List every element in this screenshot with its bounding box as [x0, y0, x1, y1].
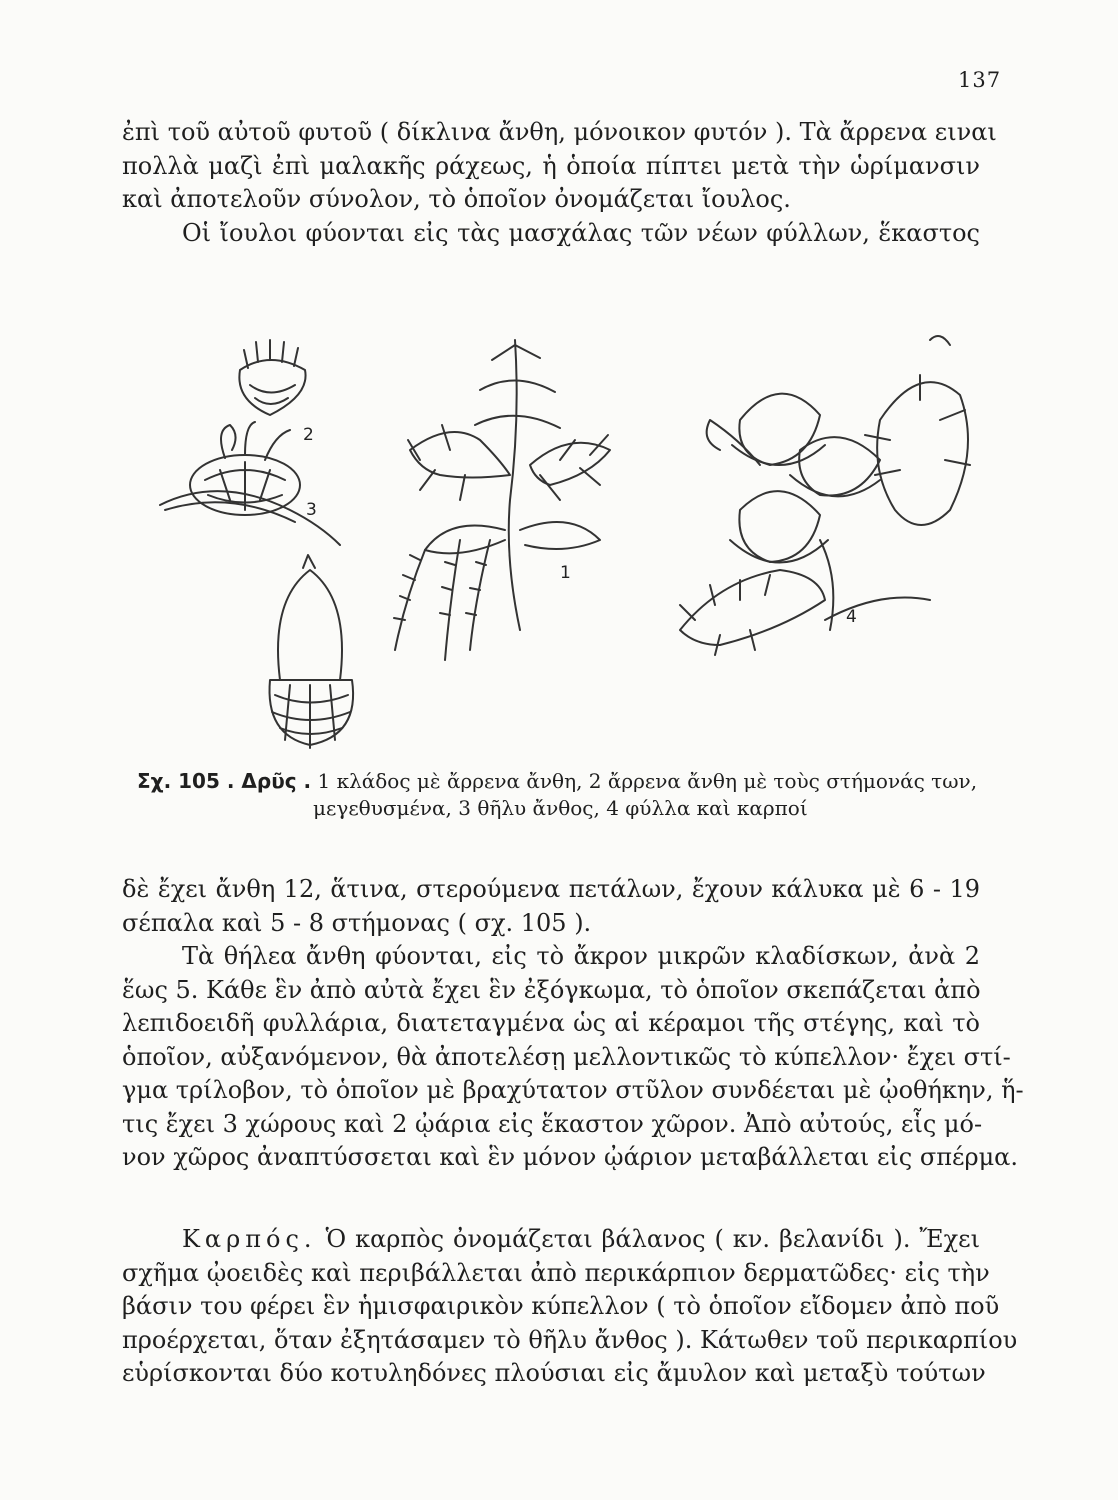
text-line: νον χῶρος ἀναπτύσσεται καὶ ἓν μόνον ᾠάριον μεταβάλλεται εἰς σπέρμα.	[122, 1143, 1019, 1171]
caption-label: Σχ. 105 . Δρῦς .	[137, 769, 312, 793]
oak-illustration	[120, 300, 1020, 770]
oak-figure	[120, 300, 1020, 770]
figure-label-4: 4	[846, 607, 857, 627]
leaves-and-acorns-illustration	[680, 336, 970, 655]
caption-text-1: 1 κλάδος μὲ ἄρρενα ἄνθη, 2 ἄρρενα ἄνθη μὲ τοὺς στήμονάς των,	[317, 769, 978, 793]
text-line: τις ἔχει 3 χώρους καὶ 2 ᾠάρια εἰς ἕκαστον χῶρον. Ἀπὸ αὐτούς, εἷς μό-	[122, 1109, 983, 1138]
paragraph-continuation	[122, 116, 997, 250]
figure-label-2: 2	[303, 425, 314, 445]
text-line	[122, 1223, 980, 1257]
page-number: 137	[958, 68, 1002, 92]
paragraph-fruit	[122, 1223, 1018, 1391]
text-line: προέρχεται, ὅταν ἐξητάσαμεν τὸ θῆλυ ἄνθος ). Κάτωθεν τοῦ περικαρπίου	[122, 1325, 1018, 1354]
paragraph-flowers	[122, 873, 1024, 1175]
text-line: ὁποῖον, αὐξανόμενον, θὰ ἀποτελέσῃ μελλοντικῶς τὸ κύπελλον· ἔχει στί-	[122, 1042, 1011, 1071]
text-line: δὲ ἔχει ἄνθη 12, ἅτινα, στερούμενα πετάλων, ἔχουν κάλυκα μὲ 6 - 19	[122, 875, 980, 903]
caption-line-1	[137, 768, 987, 795]
text-line: γμα τρίλοβον, τὸ ὁποῖον μὲ βραχύτατον στῦλον συνδέεται μὲ ᾠοθήκην, ἥ-	[122, 1076, 1024, 1104]
text-line: εὑρίσκονται δύο κοτυληδόνες πλούσιαι εἰς ἄμυλον καὶ μεταξὺ τούτων	[122, 1359, 986, 1387]
text-line: λεπιδοειδῆ φυλλάρια, διατεταγμένα ὡς αἱ κέραμοι τῆς στέγης, καὶ τὸ	[122, 1009, 980, 1037]
acorn-illustration	[270, 555, 354, 748]
text-line: βάσιν του φέρει ἓν ἡμισφαιρικὸν κύπελλον ( τὸ ὁποῖον εἴδομεν ἀπὸ ποῦ	[122, 1292, 1000, 1320]
text-line: σχῆμα ᾠοειδὲς καὶ περιβάλλεται ἀπὸ περικάρπιον δερματῶδες· εἰς τὴν	[122, 1258, 990, 1287]
text-line: Τὰ θήλεα ἄνθη φύονται, εἰς τὸ ἄκρον μικρῶν κλαδίσκων, ἀνὰ 2	[182, 942, 980, 970]
figure-label-3: 3	[306, 500, 317, 520]
section-heading: Καρπός.	[182, 1225, 317, 1253]
text-line: ἐπὶ τοῦ αὐτοῦ φυτοῦ ( δίκλινα ἄνθη, μόνοικον φυτόν ). Τὰ ἄρρενα ειναι	[122, 118, 997, 146]
branch-with-catkins-illustration	[394, 340, 610, 660]
text-line: πολλὰ μαζὶ ἐπὶ μαλακῆς ράχεως, ἡ ὁποία πίπτει μετὰ τὴν ὡρίμανσιν	[122, 151, 980, 180]
male-flower-illustration	[239, 340, 305, 415]
text-line: καὶ ἀποτελοῦν σύνολον, τὸ ὁποῖον ὀνομάζεται ἴουλος.	[122, 185, 791, 213]
figure-label-1: 1	[560, 563, 571, 583]
text-line: σέπαλα καὶ 5 - 8 στήμονας ( σχ. 105 ).	[122, 908, 592, 937]
text-line: ἕως 5. Κάθε ἓν ἀπὸ αὐτὰ ἔχει ἓν ἐξόγκωμα, τὸ ὁποῖον σκεπάζεται ἀπὸ	[122, 975, 981, 1004]
figure-caption	[137, 768, 987, 822]
heading-line-text: Ὁ καρπὸς ὀνομάζεται βάλανος ( κν. βελανίδι ). Ἔχει	[325, 1225, 980, 1253]
caption-line-2: μεγεθυσμένα, 3 θῆλυ ἄνθος, 4 φύλλα καὶ καρποί	[313, 796, 808, 820]
text-line: Οἱ ἴουλοι φύονται εἰς τὰς μασχάλας τῶν νέων φύλλων, ἕκαστος	[182, 218, 980, 247]
